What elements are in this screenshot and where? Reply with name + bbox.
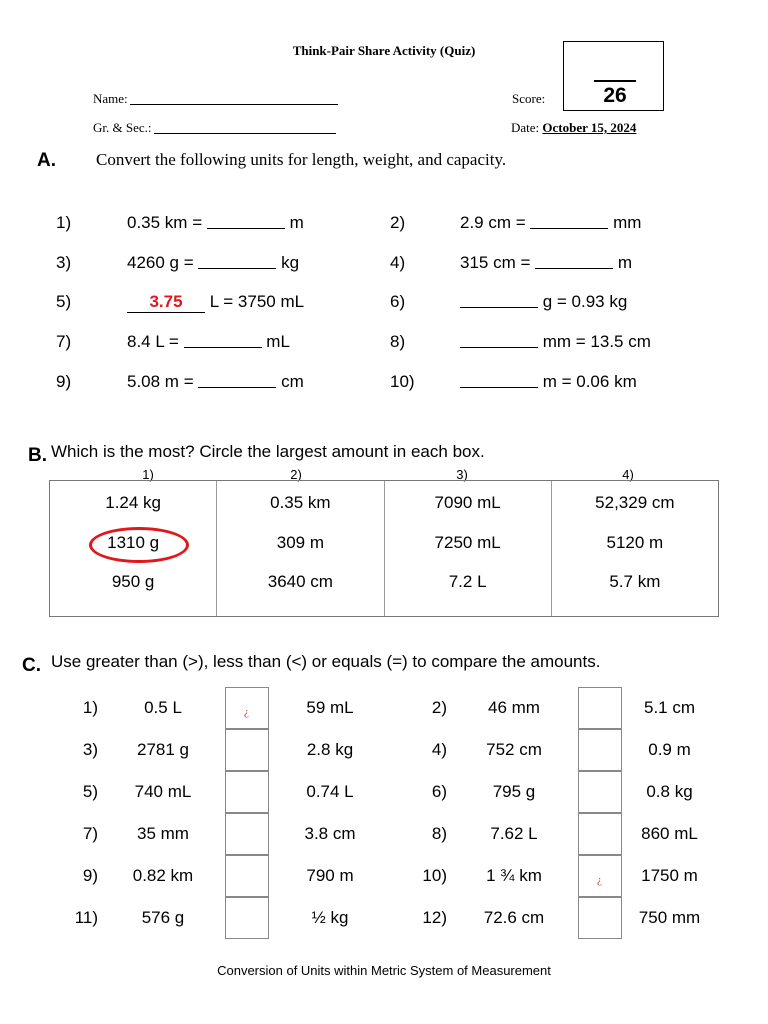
answer-circle xyxy=(89,527,189,563)
question-text: 5.08 m = xyxy=(127,372,199,391)
question-number: 9) xyxy=(56,372,72,391)
question-number: 5) xyxy=(56,292,72,311)
conversion-question xyxy=(460,332,651,352)
section-c-letter: C. xyxy=(22,655,41,676)
question-number: 10) xyxy=(422,866,447,885)
question-text: kg xyxy=(276,253,300,272)
table-cell: 1.24 kg xyxy=(105,493,161,512)
question-number: 2) xyxy=(390,213,406,232)
question-number: 9) xyxy=(82,866,98,885)
answer-blank[interactable] xyxy=(460,333,538,348)
left-amount: 1 ¾ km xyxy=(486,866,542,885)
column-number: 1) xyxy=(142,467,154,482)
section-field xyxy=(93,120,336,136)
question-text: g = 0.93 kg xyxy=(538,292,628,311)
column-number: 4) xyxy=(622,467,634,482)
left-amount: 795 g xyxy=(492,782,536,801)
question-number: 11) xyxy=(74,908,98,927)
question-number: 12) xyxy=(422,908,447,927)
answer-blank[interactable] xyxy=(530,214,608,229)
question-number: 5) xyxy=(82,782,98,801)
table-cell: 7.2 L xyxy=(448,572,487,591)
written-answer: 3.75 xyxy=(149,292,183,311)
table-cell: 5120 m xyxy=(606,533,664,552)
table-cell: 950 g xyxy=(111,572,155,591)
question-text: 8.4 L = xyxy=(127,332,184,351)
date-value: October 15, 2024 xyxy=(542,120,637,135)
question-text: mm xyxy=(608,213,642,232)
right-amount: 790 m xyxy=(306,866,354,885)
footer-text: Conversion of Units within Metric System of Measurement xyxy=(217,963,551,978)
right-amount: 59 mL xyxy=(306,698,354,717)
date-field xyxy=(511,120,636,136)
table-cell: 309 m xyxy=(276,533,324,552)
question-number: 7) xyxy=(56,332,72,351)
section-b-instruction: Which is the most? Circle the largest amount in each box. xyxy=(51,442,485,461)
question-number: 3) xyxy=(56,253,72,272)
conversion-question xyxy=(127,332,290,352)
comparison-mark: ¿ xyxy=(597,874,602,886)
question-number: 1) xyxy=(82,698,98,717)
answer-blank[interactable] xyxy=(198,254,276,269)
score-total: 26 xyxy=(594,80,636,110)
answer-blank[interactable] xyxy=(460,373,538,388)
question-number: 8) xyxy=(390,332,406,351)
section-a-letter: A. xyxy=(37,150,56,171)
conversion-question xyxy=(127,292,304,313)
left-amount: 2781 g xyxy=(137,740,189,759)
left-amount: 72.6 cm xyxy=(483,908,545,927)
section-c-instruction: Use greater than (>), less than (<) or equals (=) to compare the amounts. xyxy=(51,652,601,671)
left-amount: 35 mm xyxy=(137,824,189,843)
question-number: 4) xyxy=(390,253,406,272)
right-amount: 860 mL xyxy=(641,824,698,843)
answer-blank[interactable] xyxy=(127,292,205,313)
conversion-question xyxy=(460,292,627,312)
name-line xyxy=(130,92,338,105)
section-a-instruction: Convert the following units for length, weight, and capacity. xyxy=(96,150,507,169)
question-number: 2) xyxy=(431,698,447,717)
answer-blank[interactable] xyxy=(460,293,538,308)
column-number: 3) xyxy=(456,467,468,482)
answer-blank[interactable] xyxy=(207,214,285,229)
comparison-box[interactable] xyxy=(578,855,622,897)
question-text: mL xyxy=(261,332,290,351)
comparison-box[interactable] xyxy=(578,813,622,855)
left-amount: 0.82 km xyxy=(132,866,194,885)
conversion-question xyxy=(460,213,641,233)
left-amount: 576 g xyxy=(141,908,185,927)
table-column xyxy=(385,481,552,616)
question-text: m xyxy=(284,213,304,232)
answer-blank[interactable] xyxy=(535,254,613,269)
table-cell: 7250 mL xyxy=(434,533,501,552)
question-number: 1) xyxy=(56,213,72,232)
left-amount: 7.62 L xyxy=(490,824,538,843)
right-amount: 3.8 cm xyxy=(304,824,356,843)
column-number: 2) xyxy=(290,467,302,482)
question-number: 6) xyxy=(390,292,406,311)
right-amount: 1750 m xyxy=(641,866,698,885)
comparison-box[interactable] xyxy=(578,897,622,939)
section-line xyxy=(154,121,336,134)
table-column xyxy=(217,481,384,616)
conversion-question xyxy=(460,372,637,392)
table-cell: 5.7 km xyxy=(609,572,661,591)
comparison-box[interactable] xyxy=(225,897,269,939)
table-cell: 52,329 cm xyxy=(595,493,675,512)
left-amount: 46 mm xyxy=(488,698,540,717)
comparison-box[interactable] xyxy=(225,855,269,897)
question-number: 3) xyxy=(82,740,98,759)
conversion-question xyxy=(127,372,304,392)
section-label: Gr. & Sec.: xyxy=(93,120,152,135)
question-text: 0.35 km = xyxy=(127,213,207,232)
question-text: 4260 g = xyxy=(127,253,199,272)
comparison-box[interactable] xyxy=(225,813,269,855)
question-text: m xyxy=(613,253,633,272)
table-cell: 3640 cm xyxy=(267,572,333,591)
conversion-question xyxy=(127,213,304,233)
question-number: 4) xyxy=(431,740,447,759)
conversion-question xyxy=(460,253,632,273)
right-amount: 0.8 kg xyxy=(646,782,693,801)
score-label: Score: xyxy=(512,91,546,106)
name-label: Name: xyxy=(93,91,128,106)
comparison-box[interactable] xyxy=(578,687,622,729)
right-amount: 750 mm xyxy=(638,908,701,927)
comparison-box[interactable] xyxy=(578,729,622,771)
right-amount: 2.8 kg xyxy=(306,740,354,759)
comparison-box[interactable] xyxy=(225,771,269,813)
page-title: Think-Pair Share Activity (Quiz) xyxy=(292,43,476,58)
question-number: 10) xyxy=(390,372,415,391)
comparison-mark: ¿ xyxy=(244,706,249,718)
question-text: mm = 13.5 cm xyxy=(538,332,651,351)
right-amount: 5.1 cm xyxy=(643,698,696,717)
section-b-letter: B. xyxy=(28,445,47,466)
comparison-box[interactable] xyxy=(225,687,269,729)
question-text: 315 cm = xyxy=(460,253,536,272)
right-amount: ½ kg xyxy=(311,908,349,927)
table-cell: 7090 mL xyxy=(434,493,501,512)
answer-blank[interactable] xyxy=(184,333,262,348)
question-text: 2.9 cm = xyxy=(460,213,531,232)
answer-blank[interactable] xyxy=(198,373,276,388)
left-amount: 752 cm xyxy=(486,740,542,759)
question-text: cm xyxy=(276,372,304,391)
table-cell: 0.35 km xyxy=(270,493,331,512)
table-cell-circled: 1310 g xyxy=(107,533,160,552)
date-label: Date: xyxy=(511,120,540,135)
name-field xyxy=(93,91,338,107)
left-amount: 740 mL xyxy=(134,782,192,801)
table-column xyxy=(552,481,718,616)
comparison-box[interactable] xyxy=(225,729,269,771)
conversion-question xyxy=(127,253,299,273)
comparison-box[interactable] xyxy=(578,771,622,813)
question-number: 8) xyxy=(431,824,447,843)
question-text: L = 3750 mL xyxy=(205,292,305,311)
right-amount: 0.74 L xyxy=(306,782,354,801)
left-amount: 0.5 L xyxy=(144,698,182,717)
question-number: 7) xyxy=(82,824,98,843)
right-amount: 0.9 m xyxy=(648,740,691,759)
question-number: 6) xyxy=(431,782,447,801)
question-text: m = 0.06 km xyxy=(538,372,637,391)
